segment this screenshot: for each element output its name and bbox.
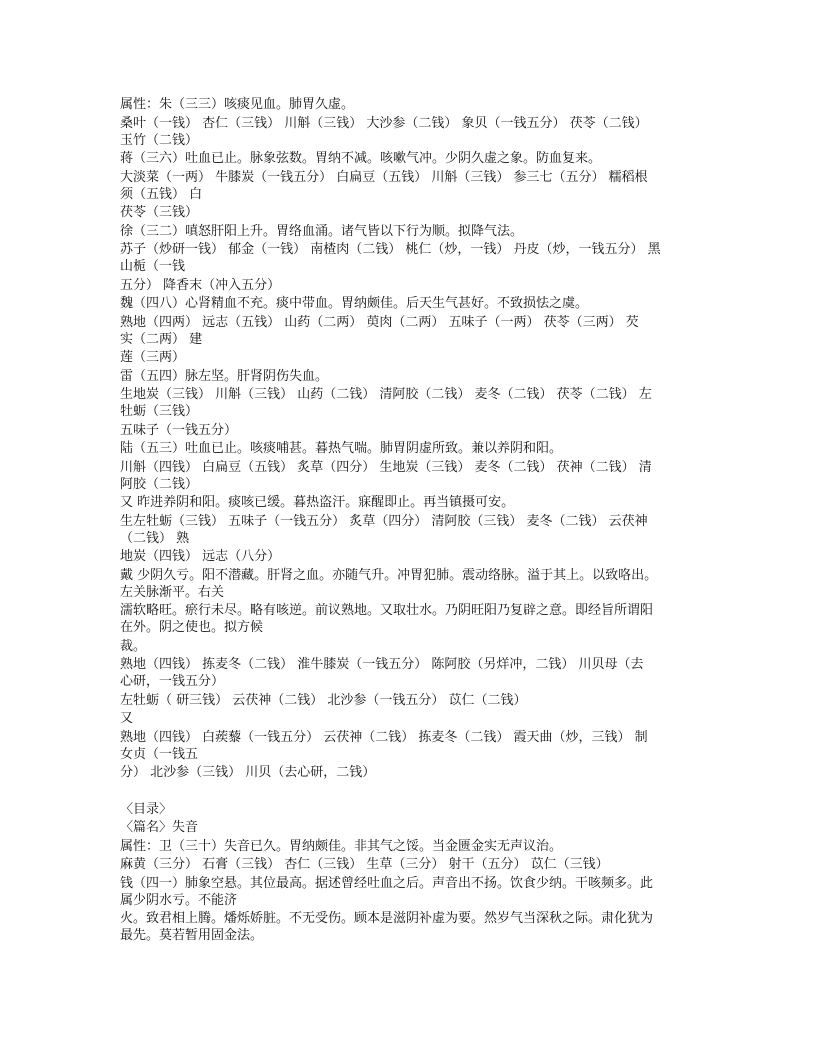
text-line: 又 昨进养阴和阳。痰咳已缓。暮热盗汗。寐醒即止。再当镇摄可安。 bbox=[120, 495, 515, 510]
text-line: 桑叶（一钱） 杏仁（三钱） 川斛（三钱） 大沙参（二钱） 象贝（一钱五分） 茯苓（二钱） bbox=[120, 115, 648, 131]
paragraph bbox=[120, 764, 700, 781]
paragraph bbox=[120, 295, 700, 312]
text-line: 女贞（一钱五 bbox=[120, 746, 199, 762]
paragraph bbox=[120, 602, 700, 636]
paragraph bbox=[120, 96, 700, 113]
text-line: 生左牡蛎（三钱） 五味子（一钱五分） 炙草（四分） 清阿胶（三钱） 麦冬（二钱） 云茯神 bbox=[120, 513, 648, 529]
paragraph bbox=[120, 386, 700, 420]
paragraph bbox=[120, 349, 700, 366]
paragraph bbox=[120, 115, 700, 149]
text-line: 雷（五四）脉左坚。肝肾阴伤失血。 bbox=[120, 368, 329, 384]
paragraph bbox=[120, 368, 700, 385]
text-line: 麻黄（三分） 石膏（三钱） 杏仁（三钱） 生草（三分） 射干（五分） 苡仁（三钱） bbox=[120, 857, 609, 872]
paragraph bbox=[120, 729, 700, 763]
document-body bbox=[120, 96, 700, 946]
paragraph bbox=[120, 314, 700, 348]
text-line: （二钱） 熟 bbox=[120, 530, 190, 546]
text-line: 属少阴水亏。不能济 bbox=[120, 892, 238, 908]
paragraph bbox=[120, 494, 700, 511]
text-line: 牡蛎（三钱） bbox=[120, 404, 199, 419]
paragraph bbox=[120, 710, 700, 727]
section-gap bbox=[120, 783, 700, 801]
paragraph bbox=[120, 277, 700, 294]
text-line: 蒋（三六）吐血已止。脉象弦数。胃纳不减。咳嗽气冲。少阴久虚之象。防血复来。 bbox=[120, 151, 602, 166]
text-line: 五味子（一钱五分） bbox=[120, 422, 238, 438]
text-line: 钱（四一）肺象空悬。其位最高。据述曾经吐血之后。声音出不扬。饮食少纳。干咳频多。此 bbox=[120, 875, 654, 891]
text-line: 莲（三两） bbox=[120, 350, 186, 365]
paragraph bbox=[120, 875, 700, 909]
text-line: 魏（四八）心肾精血不充。痰中带血。胃纳颇佳。后天生气甚好。不致损怯之虞。 bbox=[120, 296, 589, 311]
text-line: 又 bbox=[120, 711, 134, 726]
paragraph bbox=[120, 241, 700, 275]
text-line: 在外。阴之使也。拟方候 bbox=[120, 620, 264, 635]
text-line: 心研，一钱五分） bbox=[120, 674, 225, 689]
paragraph bbox=[120, 838, 700, 855]
paragraph bbox=[120, 223, 700, 240]
text-line: 须（五钱） 白 bbox=[120, 186, 203, 202]
text-line: 〈目录〉 bbox=[120, 801, 173, 817]
text-line: 濡软略旺。瘀行未尽。略有咳逆。前议熟地。又取壮水。乃阴旺阳乃复辟之意。即经旨所谓阳 bbox=[120, 603, 654, 618]
text-line: 左牡蛎（ 研三钱） 云茯神（二钱） 北沙参（一钱五分） 苡仁（二钱） bbox=[120, 692, 527, 708]
text-line: 分） 北沙参（三钱） 川贝（去心研，二钱） bbox=[120, 765, 376, 780]
text-line: 熟地（四钱） 拣麦冬（二钱） 淮牛膝炭（一钱五分） 陈阿胶（另烊冲，二钱） 川贝母（去 bbox=[120, 657, 644, 672]
paragraph bbox=[120, 910, 700, 944]
text-line: 玉竹（二钱） bbox=[120, 132, 199, 148]
text-line: 戴 少阴久亏。阳不潜藏。肝肾之血。亦随气升。冲胃犯肺。震动络脉。溢于其上。以致咯出。 bbox=[120, 567, 658, 583]
paragraph bbox=[120, 150, 700, 167]
paragraph bbox=[120, 638, 700, 655]
text-line: 徐（三二）嗔怒肝阳上升。胃络血涌。诸气皆以下行为顺。拟降气法。 bbox=[120, 223, 524, 239]
text-line: 裁。 bbox=[120, 638, 147, 654]
paragraph bbox=[120, 856, 700, 873]
text-line: 〈篇名〉失音 bbox=[120, 820, 199, 835]
text-line: 大淡菜（一两） 牛膝炭（一钱五分） 白扁豆（五钱） 川斛（三钱） 参三七（五分） 糯稻根 bbox=[120, 169, 648, 185]
text-line: 火。致君相上腾。燔烁娇脏。不无受伤。顾本是滋阴补虚为要。然岁气当深秋之际。肃化犹为 bbox=[120, 911, 654, 926]
paragraph bbox=[120, 440, 700, 457]
text-line: 熟地（四两） 远志（五钱） 山药（二两） 萸肉（二两） 五味子（一两） 茯苓（三两） 芡 bbox=[120, 314, 639, 330]
text-line: 川斛（四钱） 白扁豆（五钱） 炙草（四分） 生地炭（三钱） 麦冬（二钱） 茯神（二钱） 清 bbox=[120, 459, 652, 475]
text-line: 陆（五三）吐血已止。咳痰哺甚。暮热气喘。肺胃阴虚所致。兼以养阴和阳。 bbox=[120, 441, 563, 456]
paragraph bbox=[120, 567, 700, 601]
text-line: 属性：卫（三十）失音已久。胃纳颇佳。非其气之馁。当金匮金实无声议治。 bbox=[120, 838, 563, 854]
text-line: 生地炭（三钱） 川斛（三钱） 山药（二钱） 清阿胶（二钱） 麦冬（二钱） 茯苓（二钱） 左 bbox=[120, 387, 652, 402]
text-line: 最先。莫若暂用固金法。 bbox=[120, 928, 264, 943]
text-line: 五分） 降香末（冲入五分） bbox=[120, 277, 281, 293]
text-line: 茯苓（三钱） bbox=[120, 205, 199, 220]
paragraph bbox=[120, 656, 700, 690]
text-line: 实（二两） 建 bbox=[120, 331, 203, 347]
paragraph bbox=[120, 801, 700, 818]
text-line: 山栀（一钱 bbox=[120, 259, 186, 274]
text-line: 属性：朱（三三）咳痰见血。肺胃久虚。 bbox=[120, 97, 355, 112]
text-line: 阿胶（二钱） bbox=[120, 476, 199, 492]
paragraph bbox=[120, 459, 700, 493]
paragraph bbox=[120, 513, 700, 547]
text-line: 熟地（四钱） 白蒺藜（一钱五分） 云茯神（二钱） 拣麦冬（二钱） 霞天曲（炒，三钱） 制 bbox=[120, 729, 648, 745]
paragraph bbox=[120, 169, 700, 203]
text-line: 地炭（四钱） 远志（八分） bbox=[120, 549, 281, 564]
paragraph bbox=[120, 548, 700, 565]
paragraph bbox=[120, 692, 700, 709]
paragraph bbox=[120, 819, 700, 836]
text-line: 苏子（炒研一钱） 郁金（一钱） 南楂肉（二钱） 桃仁（炒，一钱） 丹皮（炒，一钱五分） 黑 bbox=[120, 242, 661, 257]
paragraph bbox=[120, 204, 700, 221]
paragraph bbox=[120, 422, 700, 439]
text-line: 左关脉渐平。右关 bbox=[120, 584, 225, 600]
